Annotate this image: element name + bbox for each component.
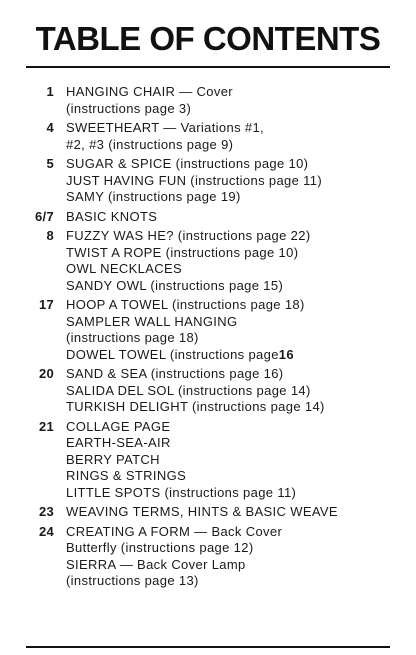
page-number: 5 [46,156,54,171]
entry-text: BASIC KNOTS [66,208,158,224]
page-number: 1 [46,84,54,99]
entry-text: HANGING CHAIR — Cover [66,84,233,99]
entry-text: LITTLE SPOTS (instructions page 11) [66,484,297,500]
page-number: 17 [38,297,54,312]
entry-text: COLLAGE PAGE [66,418,171,434]
toc-entry [0,209,416,226]
page-number: 23 [38,504,54,519]
toc-entry [0,120,416,153]
entry-text: TWIST A ROPE (instructions page 10) [66,244,299,260]
toc-entry [0,524,416,590]
title-underline [26,66,390,68]
entry-text: HOOP A TOWEL (instructions page 18) [66,297,305,312]
entry-text: Butterfly (instructions page 12) [66,540,254,555]
entry-text: OWL NECKLACES [66,261,183,276]
toc-entry [0,84,416,117]
page-number: 24 [38,523,54,539]
entry-text: #2, #3 (instructions page 9) [66,136,234,152]
page-number: 8 [46,228,54,243]
entry-text: SANDY OWL (instructions page 15) [66,277,284,293]
entry-text: (instructions page 3) [66,100,192,116]
entry-text: SAMY (instructions page 19) [66,189,241,204]
toc-entry [0,228,416,294]
toc-entry [0,419,416,502]
entry-text: SIERRA — Back Cover Lamp [66,556,246,572]
entry-text: (instructions page 18) [66,330,199,345]
entry-text: SAND & SEA (instructions page 16) [66,366,284,381]
toc-entry [0,504,416,521]
entry-text: EARTH-SEA-AIR [66,435,171,450]
toc-entry [0,297,416,363]
page-number: 20 [38,366,54,381]
toc-list [0,84,416,593]
entry-text: WEAVING TERMS, HINTS & BASIC WEAVE [66,504,338,519]
bottom-rule [26,646,390,648]
entry-text: SUGAR & SPICE (instructions page 10) [66,156,309,171]
entry-text: JUST HAVING FUN (instructions page 11) [66,172,323,188]
entry-text: BERRY PATCH [66,451,160,467]
entry-text: CREATING A FORM — Back Cover [66,523,283,539]
entry-text: SALIDA DEL SOL (instructions page 14) [66,382,311,398]
entry-text: TURKISH DELIGHT (instructions page 14) [66,399,325,414]
entry-text: FUZZY WAS HE? (instructions page 22) [66,228,311,243]
entry-page-bold: 16 [278,346,294,362]
entry-text: (instructions page 13) [66,573,199,588]
page-title: TABLE OF CONTENTS [35,20,381,57]
toc-entry [0,366,416,416]
page-number: 6/7 [35,208,54,224]
page-number: 4 [46,120,54,135]
toc-entry [0,156,416,206]
entry-text-part: DOWEL TOWEL (instructions page [66,346,279,362]
entry-text: SAMPLER WALL HANGING [66,313,238,329]
entry-text [66,347,416,364]
entry-text: SWEETHEART — Variations #1, [66,120,265,135]
entry-text: RINGS & STRINGS [66,468,187,483]
page-number: 21 [38,418,54,434]
